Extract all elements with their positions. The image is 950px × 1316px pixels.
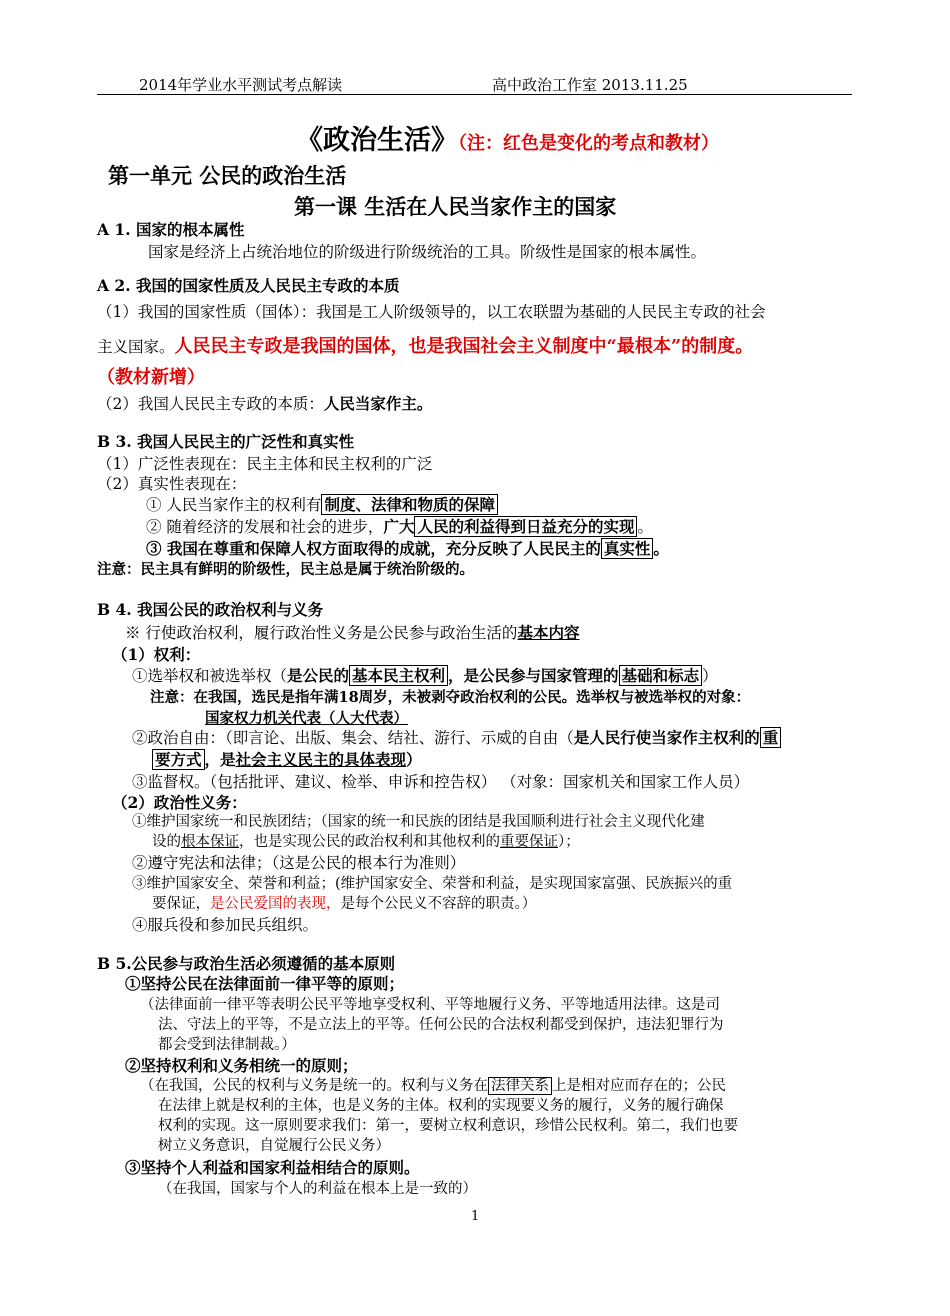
title-main: 《政治生活》: [296, 125, 458, 156]
b3-line4: ② 随着经济的发展和社会的进步，广大 人民的利益得到日益充分的实现 。: [146, 517, 653, 536]
b4-intro: ※ 行使政治权利，履行政治性义务是公民参与政治生活的基本内容: [125, 623, 580, 642]
b4-duty4: ④服兵役和参加民兵组织。: [132, 916, 319, 934]
b3-note: 注意：民主具有鲜明的阶级性，民主总是属于统治阶级的。: [97, 561, 474, 578]
a2-new-tag: （教材新增）: [97, 367, 205, 388]
b3-line2: （2）真实性表现在：: [97, 475, 247, 493]
b5-principle1: ①坚持公民在法律面前一律平等的原则；: [125, 974, 405, 993]
b5-p2-line2: 在法律上就是权利的主体，也是义务的主体。权利的实现要义务的履行，义务的履行确保: [158, 1098, 724, 1114]
a1-body: 国家是经济上占统治地位的阶级进行阶级统治的工具。阶级性是国家的根本属性。: [148, 243, 707, 261]
b3-boxed-guarantee: 制度、法律和物质的保障: [321, 494, 498, 515]
b5-p1-line2: 法、守法上的平等，不是立法上的平等。任何公民的合法权利都受到保护，违法犯罪行为: [158, 1017, 724, 1033]
b3-heading: B 3. 我国人民民主的广泛性和真实性: [97, 432, 355, 451]
b5-p2-line3: 权利的实现。这一原则要求我们：第一，要树立权利意识，珍惜公民权利。第二，我们也要: [158, 1118, 738, 1134]
b5-heading: B 5.公民参与政治生活必须遵循的基本原则: [97, 954, 396, 973]
a2-line4: （2）我国人民民主专政的本质：人民当家作主。: [97, 394, 433, 413]
b4-duties-heading: （2）政治性义务：: [112, 793, 247, 812]
page-number: 1: [471, 1209, 480, 1224]
a2-heading: A 2. 我国的国家性质及人民民主专政的本质: [97, 276, 400, 295]
header-rule: [97, 94, 852, 95]
b4-rights-heading: （1）权利：: [112, 645, 201, 664]
b4-right1-object: 国家权力机关代表（人大代表）: [205, 710, 408, 727]
b3-line5: ③ 我国在尊重和保障人权方面取得的成就，充分反映了人民民主的 真实性 。: [146, 539, 669, 558]
b4-heading: B 4. 我国公民的政治权利与义务: [97, 600, 324, 619]
b4-duty3: ③维护国家安全、荣誉和利益；(维护国家安全、荣誉和利益，是实现国家富强、民族振兴的重: [132, 876, 733, 892]
b4-duty2: ②遵守宪法和法律；（这是公民的根本行为准则）: [132, 854, 466, 872]
b5-p1-line3: 都会受到法律制裁。）: [158, 1037, 296, 1053]
b5-principle3: ③坚持个人利益和国家利益相结合的原则。: [125, 1158, 420, 1177]
b3-line3: ① 人民当家作主的权利有 制度、法律和物质的保障: [146, 493, 498, 515]
b4-right1-note: 注意：在我国，选民是指年满18周岁，未被剥夺政治权利的公民。选举权与被选举权的对象：: [150, 689, 751, 706]
b4-right1: ①选举权和被选举权（是公民的 基本民主权利 ，是公民参与国家管理的 基础和标志 ）: [132, 666, 718, 685]
b3-boxed-authenticity: 真实性: [601, 538, 654, 559]
page-title: [296, 118, 719, 157]
b5-p3-line1: （在我国，国家与个人的利益在根本上是一致的）: [158, 1181, 477, 1197]
b4-right2: ②政治自由：（即言论、出版、集会、结社、游行、示威的自由（是人民行使当家作主权利的 重: [132, 726, 781, 748]
b5-principle2: ②坚持权利和义务相统一的原则；: [125, 1056, 358, 1075]
b4-duty3-cont: 要保证，是公民爱国的表现，是每个公民义不容辞的职责。）: [152, 896, 537, 912]
b5-p2-line1: （在我国，公民的权利与义务是统一的。权利与义务在 法律关系 上是相对应而存在的；公民: [140, 1078, 726, 1094]
lesson-heading: 第一课 生活在人民当家作主的国家: [294, 194, 617, 219]
b4-duty1-cont: 设的根本保证，也是实现公民的政治权利和其他权利的重要保证）；: [152, 834, 580, 850]
b4-duty1: ①维护国家统一和民族团结；（国家的统一和民族的团结是我国顺利进行社会主义现代化建: [132, 814, 705, 830]
b5-p1-line1: （法律面前一律平等表明公民平等地享受权利、平等地履行义务、平等地适用法律。这是司: [140, 997, 720, 1013]
b3-boxed-interest: 人民的利益得到日益充分的实现: [414, 516, 637, 537]
a1-heading: A 1. 国家的根本属性: [97, 220, 245, 239]
b4-right3: ③监督权。（包括批评、建议、检举、申诉和控告权） （对象：国家机关和国家工作人员）: [132, 773, 750, 791]
title-note: （注：红色是变化的考点和教材）: [458, 133, 719, 154]
header-left: 2014年学业水平测试考点解读: [139, 76, 343, 94]
b5-p2-line4: 树立义务意识，自觉履行公民义务）: [158, 1138, 390, 1154]
header-right: 高中政治工作室 2013.11.25: [492, 76, 688, 94]
a2-line2: 主义国家。人民民主专政是我国的国体，也是我国社会主义制度中“最根本”的制度。: [97, 336, 754, 357]
a2-line1: （1）我国的国家性质（国体）：我国是工人阶级领导的，以工农联盟为基础的人民民主专政的社会: [97, 303, 766, 321]
b4-right2-cont: 要方式 ，是社会主义民主的具体表现）: [152, 748, 422, 770]
unit-heading: 第一单元 公民的政治生活: [108, 163, 347, 188]
b3-line1: （1）广泛性表现在：民主主体和民主权利的广泛: [97, 455, 433, 473]
a2-red-statement: 人民民主专政是我国的国体，也是我国社会主义制度中“最根本”的制度。: [174, 336, 754, 357]
